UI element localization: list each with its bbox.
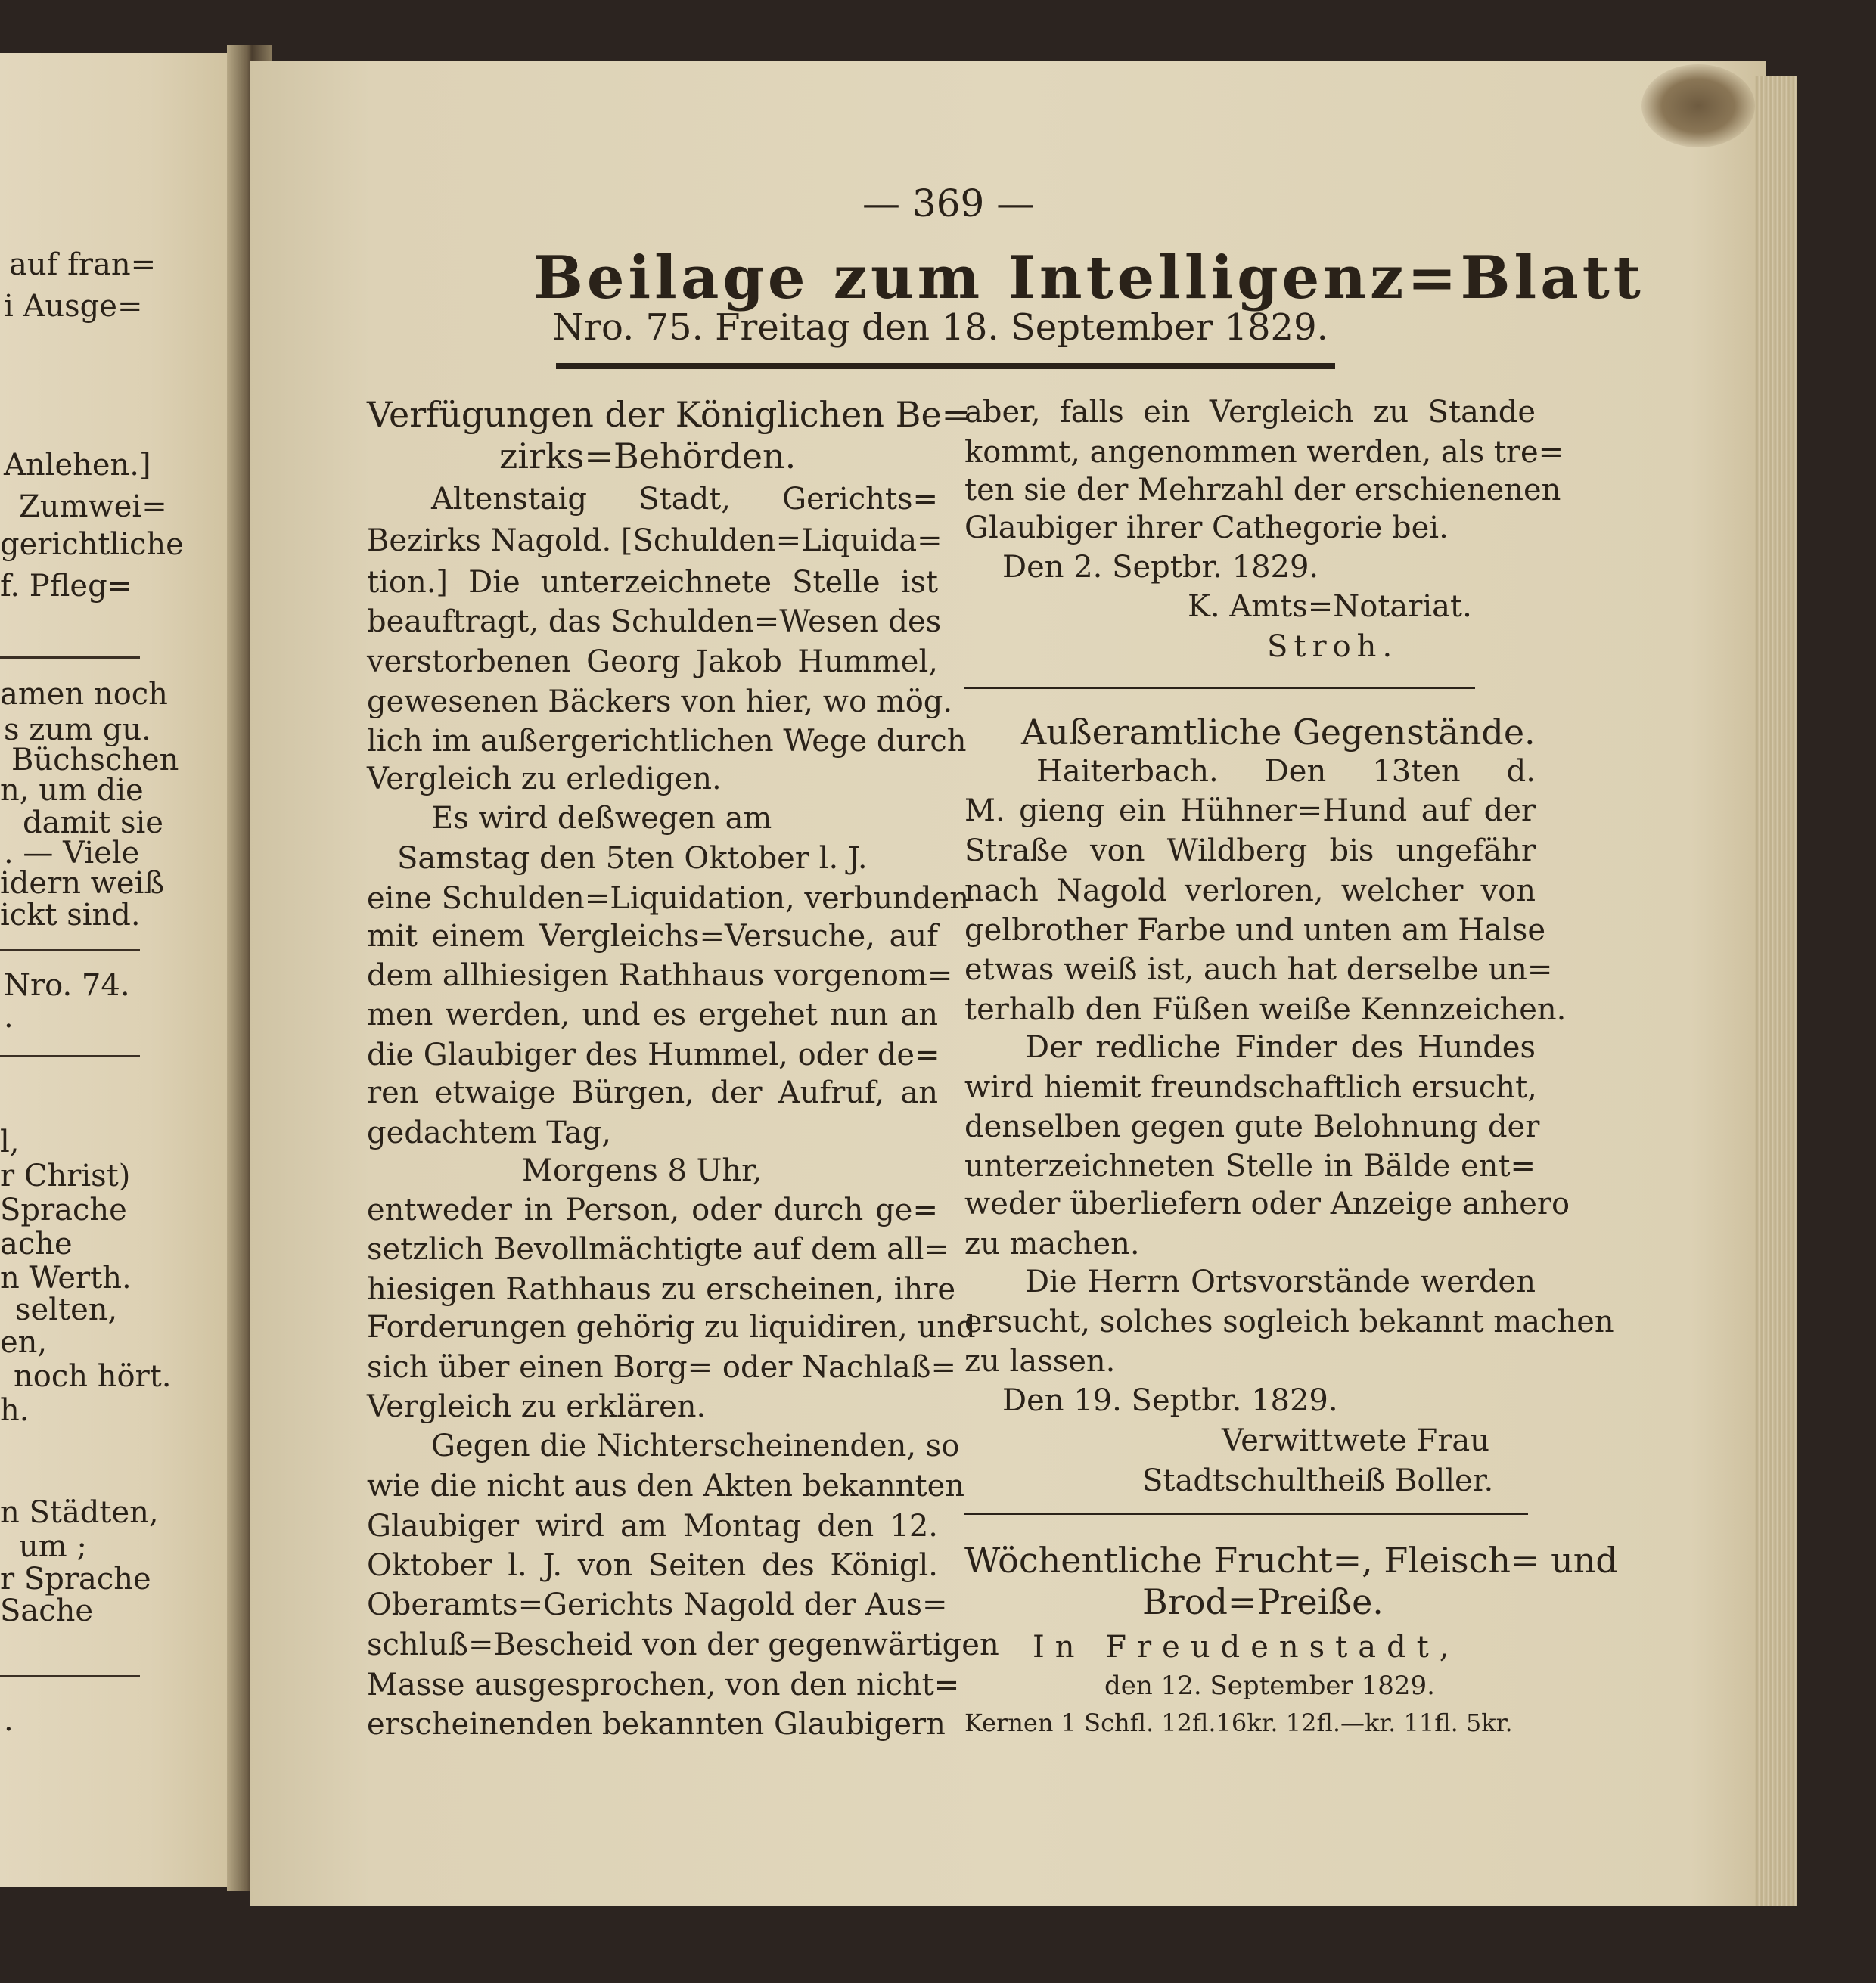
paragraph-line: mit einem Vergleichs=Versuche, auf (367, 919, 938, 954)
section-heading: Wöchentliche Frucht=, Fleisch= und (964, 1540, 1618, 1581)
left-fragment: . (4, 1703, 14, 1738)
notice-date: Den 19. Septbr. 1829. (1002, 1383, 1338, 1418)
left-fragment: auf fran= (9, 247, 157, 282)
paragraph-line: Oberamts=Gerichts Nagold der Aus= (367, 1587, 948, 1622)
section-rule (964, 687, 1475, 689)
left-fragment: Zumwei= (19, 489, 167, 524)
paragraph-line: gedachtem Tag, (367, 1116, 612, 1150)
paragraph-line: Oktober l. J. von Seiten des Königl. (367, 1548, 938, 1583)
left-fragment: r Sprache (0, 1562, 151, 1597)
paragraph-line: Bezirks Nagold. [Schulden=Liquida= (367, 523, 943, 558)
paragraph-line: ersucht, solches sogleich bekannt machen (964, 1305, 1614, 1339)
price-date: den 12. September 1829. (1104, 1671, 1435, 1701)
notice-signature: Verwittwete Frau (1222, 1423, 1490, 1458)
paragraph-line: wird hiemit freundschaftlich ersucht, (964, 1070, 1537, 1105)
paragraph-line: gelbrother Farbe und unten am Halse (964, 913, 1546, 948)
left-fragment: en, (0, 1325, 48, 1360)
issue-dateline: Nro. 75. Freitag den 18. September 1829. (552, 306, 1328, 349)
paragraph-line: sich über einen Borg= oder Nachlaß= (367, 1350, 956, 1385)
paragraph-line: terhalb den Füßen weiße Kennzeichen. (964, 992, 1567, 1027)
paragraph-line: Gegen die Nichterscheinenden, so (431, 1429, 960, 1463)
paragraph-line: M. gieng ein Hühner=Hund auf der (964, 793, 1536, 828)
paragraph-line: weder überliefern oder Anzeige anhero (964, 1187, 1570, 1221)
paragraph-line: tion.] Die unterzeichnete Stelle ist (367, 565, 938, 600)
paragraph-line: die Glaubiger des Hummel, oder de= (367, 1038, 940, 1072)
paragraph-line: nach Nagold verloren, welcher von (964, 874, 1536, 908)
left-fragment: damit sie (23, 805, 163, 840)
paragraph-line: Vergleich zu erklären. (367, 1389, 707, 1424)
left-fragment: i Ausge= (4, 289, 143, 324)
left-fragment: h. (0, 1393, 30, 1428)
paragraph-line: Forderungen gehörig zu liquidiren, und (367, 1310, 976, 1345)
paragraph-line: denselben gegen gute Belohnung der (964, 1109, 1540, 1144)
page-edges (1755, 76, 1797, 1906)
paragraph-line: men werden, und es ergehet nun an (367, 998, 938, 1032)
paragraph-line: Morgens 8 Uhr, (522, 1153, 763, 1188)
left-fragment: n, um die (0, 773, 144, 808)
paragraph-line: Haiterbach. Den 13ten d. (1036, 754, 1536, 789)
left-fragment: selten, (15, 1293, 118, 1327)
section-heading: Brod=Preiße. (1142, 1581, 1384, 1622)
left-fragment: n Werth. (0, 1261, 132, 1296)
left-fragment: amen noch (0, 677, 168, 712)
paragraph-line: entweder in Person, oder durch ge= (367, 1193, 938, 1227)
left-fragment: idern weiß (0, 866, 165, 901)
left-rule (0, 656, 140, 659)
paragraph-line: verstorbenen Georg Jakob Hummel, (367, 644, 938, 679)
stain-mark (1642, 64, 1755, 147)
paragraph-line: zu machen. (964, 1227, 1140, 1261)
left-fragment: noch hört. (14, 1359, 172, 1394)
left-fragment: ache (0, 1227, 73, 1261)
paragraph-line: Glaubiger ihrer Cathegorie bei. (964, 510, 1449, 545)
left-fragment: Sache (0, 1594, 94, 1628)
left-fragment: l, (0, 1125, 20, 1159)
paragraph-line: ten sie der Mehrzahl der erschienenen (964, 473, 1561, 507)
left-rule (0, 1675, 140, 1677)
notice-signature: K. Amts=Notariat. (1188, 589, 1472, 624)
left-fragment: n Städten, (0, 1495, 159, 1530)
left-fragment: r Christ) (0, 1159, 131, 1193)
paragraph-line: lich im außergerichtlichen Wege durch (367, 724, 967, 759)
paragraph-line: aber, falls ein Vergleich zu Stande (964, 395, 1536, 430)
paragraph-line: Vergleich zu erledigen. (367, 762, 722, 796)
paragraph-line: Straße von Wildberg bis ungefähr (964, 833, 1536, 868)
paragraph-line: gewesenen Bäckers von hier, wo mög. (367, 684, 953, 719)
left-rule (0, 1055, 140, 1057)
left-fragment: s zum gu. (4, 712, 151, 747)
left-fragment: gerichtliche (0, 527, 184, 562)
paragraph-line: hiesigen Rathhaus zu erscheinen, ihre (367, 1272, 956, 1307)
left-fragment: Sprache (0, 1193, 127, 1227)
left-rule (0, 949, 140, 951)
paragraph-line: schluß=Bescheid von der gegenwärtigen (367, 1628, 999, 1662)
paragraph-line: zu lassen. (964, 1344, 1116, 1379)
left-fragment: . (4, 1000, 14, 1035)
notice-signature: Stadtschultheiß Boller. (1142, 1463, 1494, 1498)
paragraph-line: beauftragt, das Schulden=Wesen des (367, 604, 942, 639)
paragraph-line: Die Herrn Ortsvorstände werden (1025, 1265, 1536, 1299)
paragraph-line: dem allhiesigen Rathhaus vorgenom= (367, 958, 953, 993)
paragraph-line: ren etwaige Bürgen, der Aufruf, an (367, 1075, 938, 1110)
left-fragment: Nro. 74. (4, 968, 130, 1003)
paragraph-line: kommt, angenommen werden, als tre= (964, 435, 1564, 470)
paragraph-line: wie die nicht aus den Akten bekannten (367, 1469, 965, 1504)
left-fragment: f. Pfleg= (0, 569, 133, 604)
paragraph-line: Der redliche Finder des Hundes (1025, 1030, 1536, 1065)
paragraph-line: Masse ausgesprochen, von den nicht= (367, 1668, 960, 1702)
notice-date: Den 2. Septbr. 1829. (1002, 550, 1319, 585)
paragraph-line: Samstag den 5ten Oktober l. J. (397, 841, 868, 876)
section-heading: zirks=Behörden. (499, 436, 797, 476)
price-location: In Freudenstadt, (1033, 1630, 1460, 1665)
paragraph-line: unterzeichneten Stelle in Bälde ent= (964, 1149, 1536, 1184)
paragraph-line: etwas weiß ist, auch hat derselbe un= (964, 952, 1553, 987)
paragraph-line: erscheinenden bekannten Glaubigern (367, 1707, 946, 1742)
left-fragment: Anlehen.] (4, 448, 151, 483)
masthead-title: Beilage zum Intelligenz=Blatt (533, 244, 1645, 312)
price-row: Kernen 1 Schfl. 12fl.16kr. 12fl.—kr. 11fl. 5kr. (964, 1708, 1513, 1737)
left-fragment: Büchschen (11, 743, 179, 777)
notice-signature: Stroh. (1267, 629, 1399, 664)
left-fragment: um ; (19, 1529, 87, 1564)
paragraph-line: Altenstaig Stadt, Gerichts= (431, 482, 938, 517)
right-column (964, 0, 1618, 1983)
paragraph-line: eine Schulden=Liquidation, verbunden (367, 881, 969, 916)
section-heading: Verfügungen der Königlichen Be= (367, 394, 971, 435)
section-rule (964, 1513, 1528, 1515)
left-fragment: . — Viele (4, 836, 140, 870)
paragraph-line: Glaubiger wird am Montag den 12. (367, 1509, 938, 1544)
paragraph-line: Es wird deßwegen am (431, 801, 772, 836)
left-fragment: ickt sind. (0, 898, 141, 933)
paragraph-line: setzlich Bevollmächtigte auf dem all= (367, 1232, 950, 1267)
section-heading: Außeramtliche Gegenstände. (1021, 712, 1536, 753)
page-number: — 369 — (862, 182, 1035, 225)
